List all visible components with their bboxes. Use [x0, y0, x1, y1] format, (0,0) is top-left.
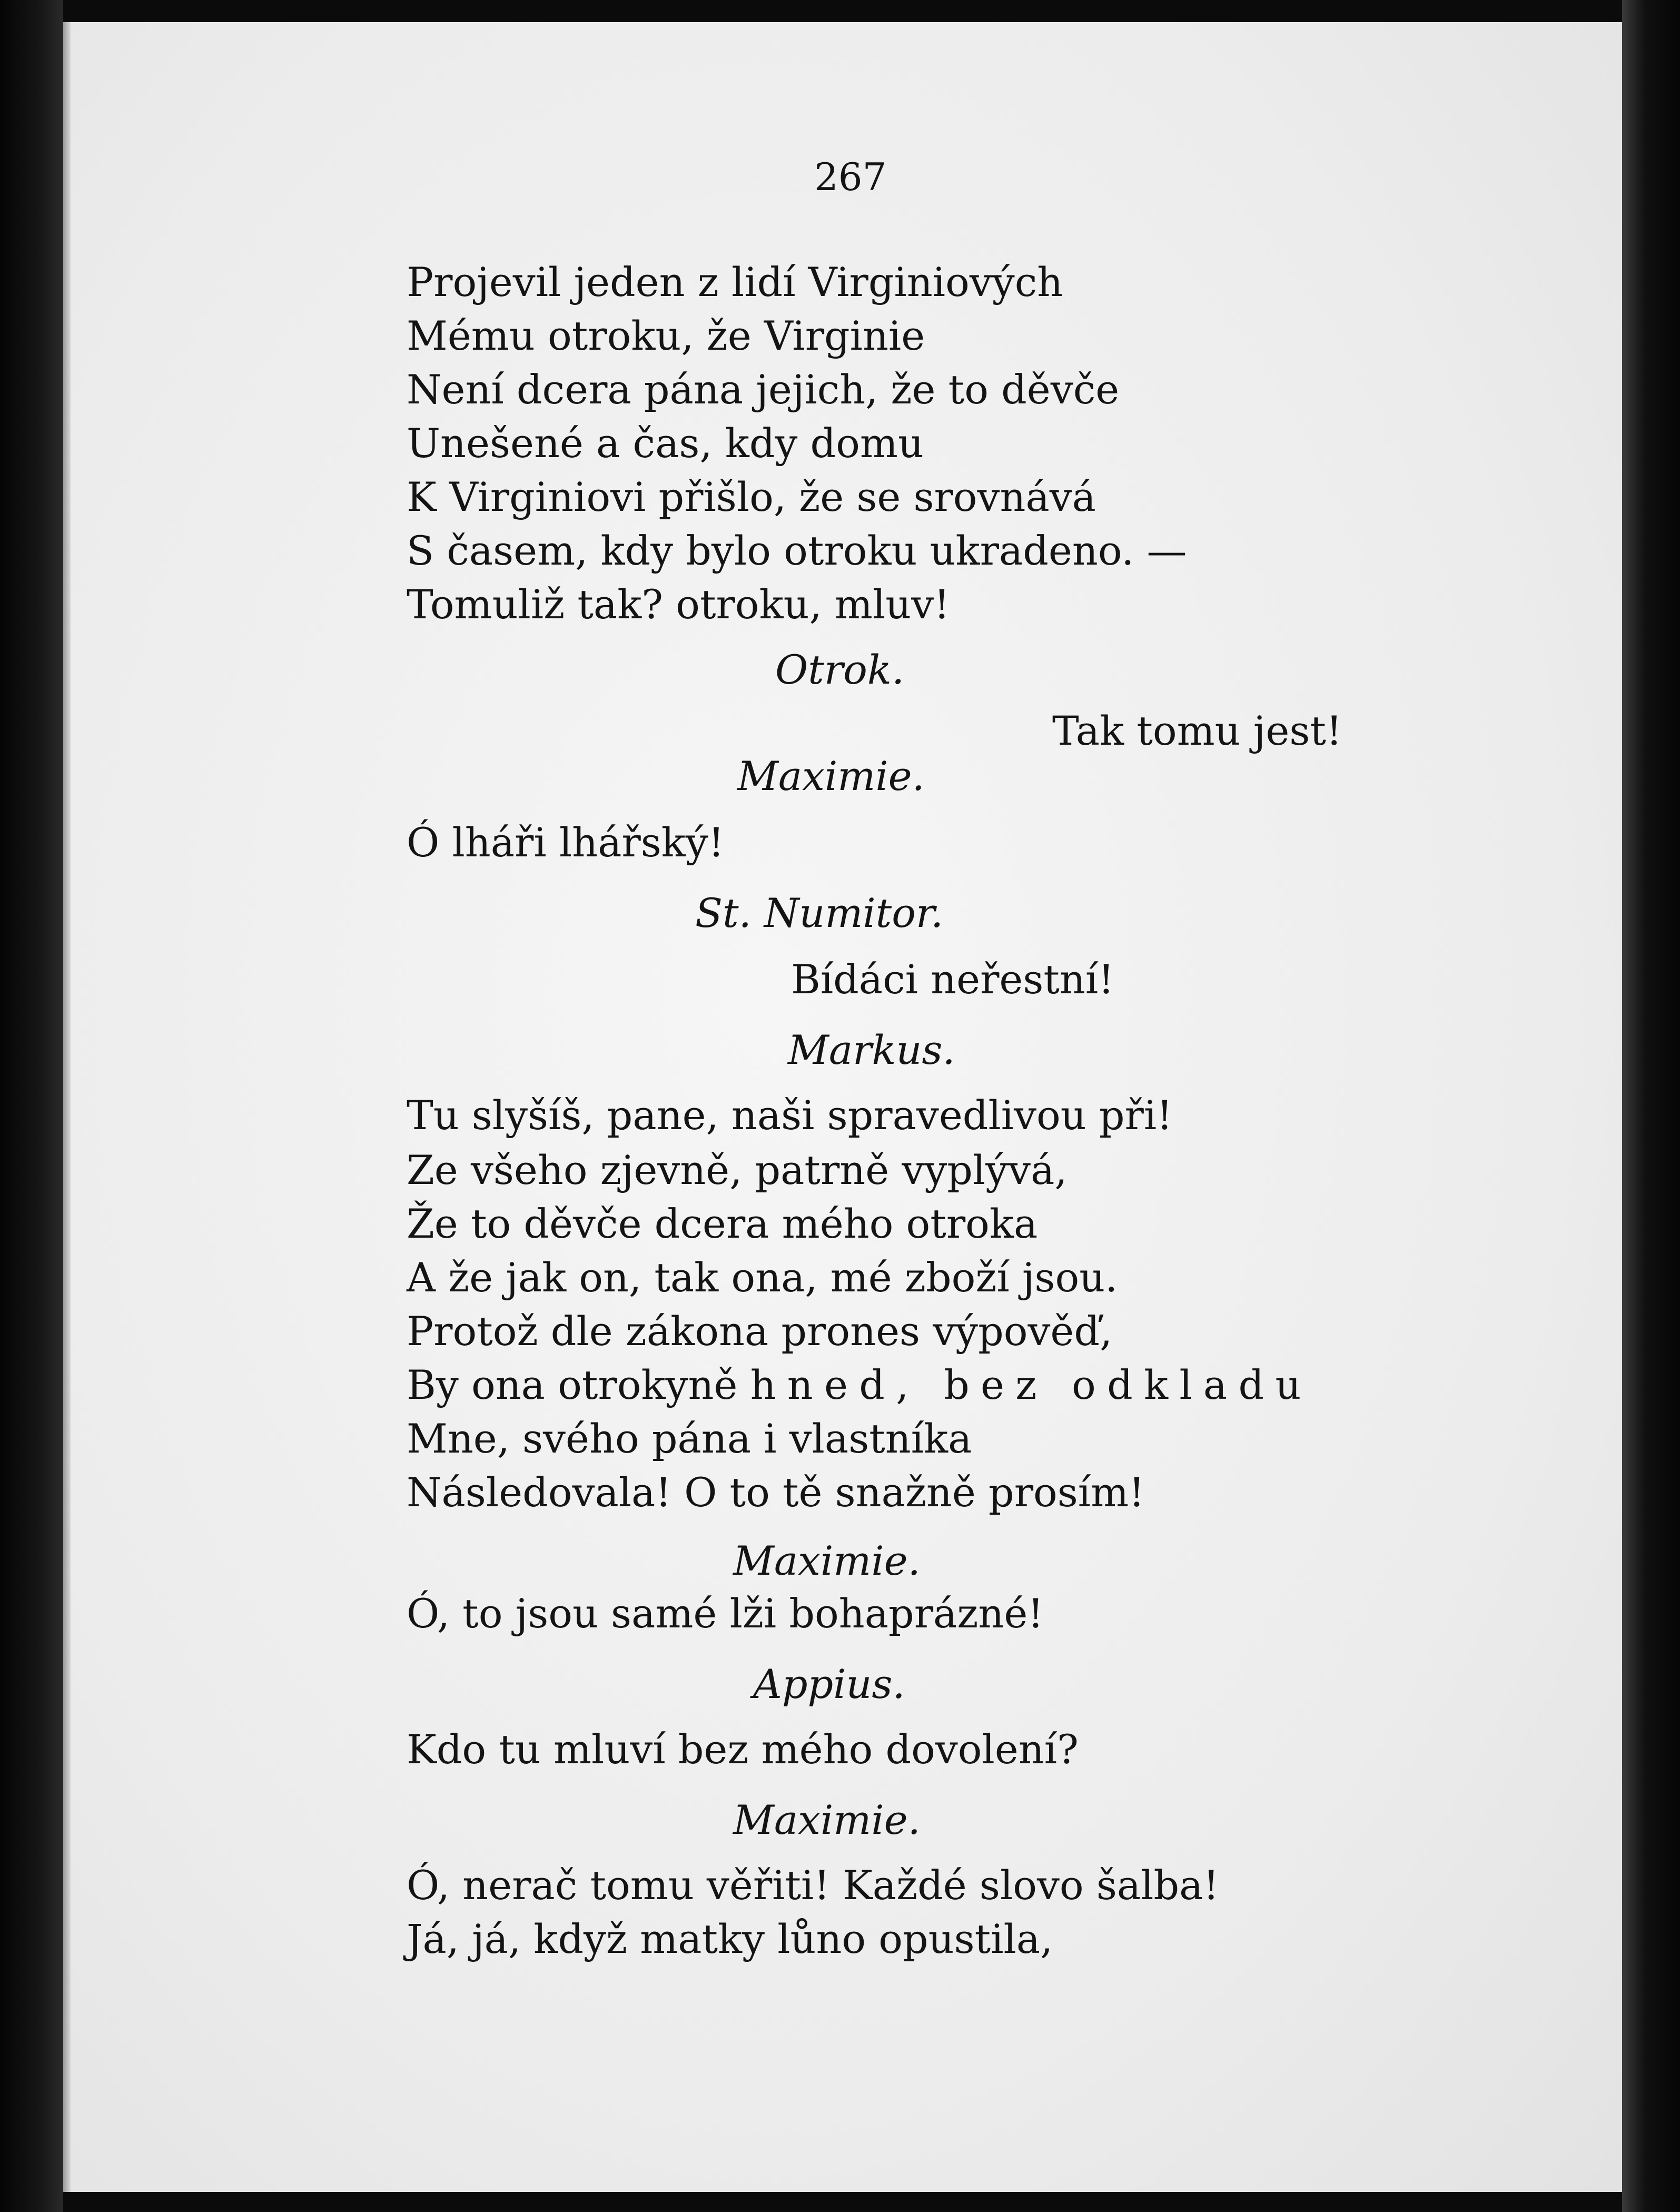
- verse-line-6: S časem, kdy bylo otroku ukradeno. —: [407, 527, 1187, 574]
- verse-line-16-start: By ona otrokyně: [407, 1361, 750, 1408]
- verse-line-11: Tu slyšíš, pane, naši spravedlivou při!: [407, 1092, 1173, 1139]
- verse-line-10: Bídáci neřestní!: [791, 956, 1114, 1003]
- verse-line-14: A že jak on, tak ona, mé zboží jsou.: [407, 1254, 1118, 1301]
- speaker-maximie-2: Maximie.: [733, 1537, 921, 1584]
- verse-line-8: Tak tomu jest!: [1052, 707, 1342, 754]
- speaker-maximie-1: Maximie.: [737, 753, 925, 799]
- verse-line-20: Kdo tu mluví bez mého dovolení?: [407, 1726, 1079, 1773]
- speaker-maximie-3: Maximie.: [733, 1796, 921, 1843]
- verse-line-13: Že to děvče dcera mého otroka: [407, 1200, 1038, 1247]
- verse-line-22: Já, já, když matky lůno opustila,: [407, 1915, 1053, 1962]
- speaker-otrok: Otrok.: [775, 646, 905, 693]
- verse-line-5: K Virginiovi přišlo, že se srovnává: [407, 473, 1096, 520]
- verse-line-9: Ó lháři lhářský!: [407, 819, 725, 866]
- verse-line-15: Protož dle zákona prones výpověď,: [407, 1308, 1113, 1355]
- verse-line-16: [407, 1361, 1312, 1408]
- bleed-through-noise: [1253, 226, 1569, 2017]
- verse-line-2: Mému otroku, že Virginie: [407, 312, 925, 359]
- speaker-numitor: St. Numitor.: [695, 890, 944, 936]
- left-scan-border: [0, 0, 63, 2212]
- verse-line-16-spaced: hned, bez odkladu: [750, 1361, 1312, 1408]
- verse-line-3: Není dcera pána jejich, že to děvče: [407, 366, 1120, 413]
- speaker-markus: Markus.: [788, 1026, 955, 1073]
- verse-line-4: Unešené a čas, kdy domu: [407, 420, 924, 467]
- gutter-shadow: [63, 22, 71, 2192]
- verse-line-17: Mne, svého pána i vlastníka: [407, 1415, 972, 1462]
- verse-line-12: Ze všeho zjevně, patrně vyplývá,: [407, 1147, 1068, 1193]
- right-scan-border: [1622, 0, 1680, 2212]
- verse-line-7: Tomuliž tak? otroku, mluv!: [407, 581, 950, 628]
- verse-line-21: Ó, nerač tomu věřiti! Každé slovo šalba!: [407, 1862, 1219, 1909]
- verse-line-1: Projevil jeden z lidí Virginiových: [407, 259, 1063, 305]
- speaker-appius: Appius.: [753, 1661, 905, 1707]
- verse-line-18: Následovala! O to tě snažně prosím!: [407, 1469, 1145, 1516]
- page-number: 267: [814, 155, 887, 199]
- verse-line-19: Ó, to jsou samé lži bohaprázné!: [407, 1590, 1044, 1637]
